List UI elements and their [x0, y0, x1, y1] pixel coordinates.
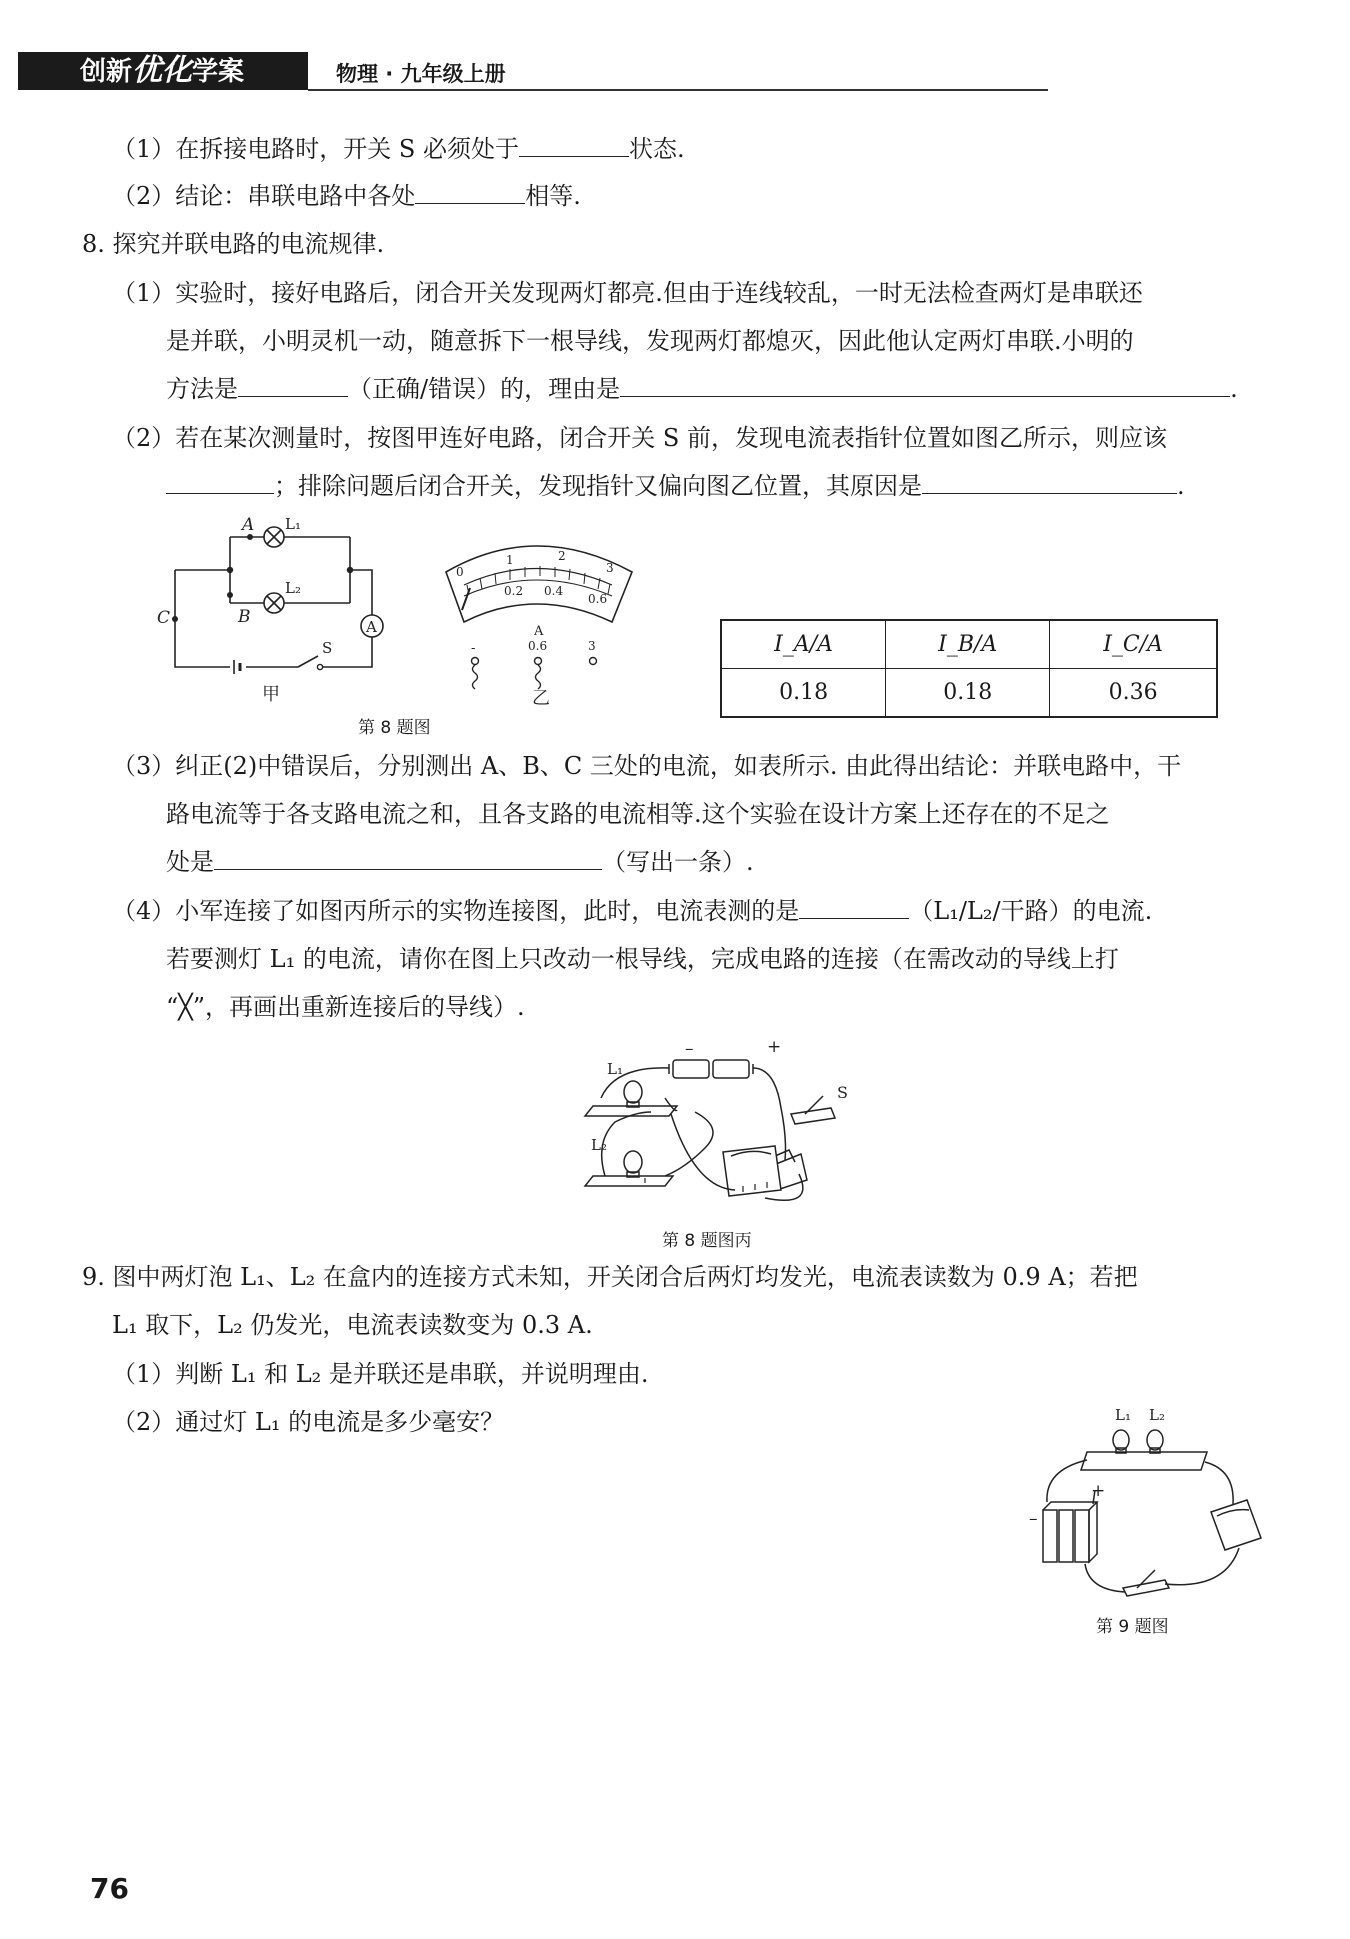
value-IA: 0.18 — [721, 669, 886, 718]
tick-0.4: 0.4 — [544, 584, 564, 598]
answer-blank[interactable] — [166, 471, 274, 494]
terminal-0.6: 0.6 — [528, 639, 548, 653]
terminal-3: 3 — [588, 639, 596, 653]
q8-p2-l2-b: . — [1177, 472, 1185, 500]
q8-p4-line3: “╳”，再画出重新连接后的导线）. — [166, 993, 525, 1021]
q8-p1-line3 — [166, 374, 1238, 404]
label-L2: L₂ — [591, 1136, 607, 1154]
figure-caption-8: 第 8 题图 — [358, 718, 431, 738]
brand-text: 创新 — [80, 57, 133, 87]
tick-0: 0 — [456, 565, 464, 579]
header-IB: I_B/A — [886, 620, 1050, 669]
q8-p2-line2 — [166, 471, 1185, 501]
answer-blank[interactable] — [415, 181, 525, 204]
brand-banner — [18, 52, 308, 90]
ammeter-dial-yi — [440, 530, 640, 710]
q8-p2-l2-a: ；排除问题后闭合开关，发现指针又偏向图乙位置，其原因是 — [274, 472, 922, 500]
label-B: B — [238, 607, 251, 627]
tick-1: 1 — [506, 553, 514, 567]
label-C: C — [157, 608, 171, 628]
q9-part1: （1）判断 L₁ 和 L₂ 是并联还是串联，并说明理由. — [112, 1360, 649, 1388]
brand-tail: 学案 — [192, 57, 245, 87]
header-rule — [308, 89, 1048, 91]
q8-title: 8. 探究并联电路的电流规律. — [82, 230, 385, 258]
label-S: S — [322, 639, 333, 657]
answer-blank[interactable] — [620, 374, 1230, 397]
q9-part2: （2）通过灯 L₁ 的电流是多少毫安？ — [112, 1408, 505, 1436]
q8-p1-line2: 是并联，小明灵机一动，随意拆下一根导线，发现两灯都熄灭，因此他认定两灯串联.小明的 — [166, 327, 1134, 355]
q8-p1-l3-b: （正确/错误）的，理由是 — [348, 375, 621, 403]
q8-p1-line1: （1）实验时，接好电路后，闭合开关发现两灯都亮.但由于连线较乱，一时无法检查两灯是串联还 — [112, 279, 1143, 307]
answer-blank[interactable] — [214, 847, 602, 870]
answer-blank[interactable] — [238, 374, 348, 397]
label-L2: L₂ — [1149, 1406, 1165, 1424]
terminal-minus: - — [471, 641, 476, 656]
battery-plus: + — [1091, 1481, 1106, 1501]
value-IC: 0.36 — [1050, 669, 1217, 718]
book-title: 物理 · 九年级上册 — [336, 62, 506, 86]
battery-minus: – — [1029, 1509, 1038, 1529]
tick-3: 3 — [606, 561, 614, 575]
q8-p3-line3 — [166, 847, 754, 877]
q8-p3-l3-a: 处是 — [166, 848, 214, 876]
q8-p4-l1-b: （L₁/L₂/干路）的电流. — [909, 897, 1153, 925]
q8-p3-line1: （3）纠正(2)中错误后，分别测出 A、B、C 三处的电流，如表所示. 由此得出结论：并联电路中，干 — [112, 752, 1182, 780]
label-L2: L₂ — [285, 579, 301, 597]
ammeter-symbol: A — [366, 618, 377, 636]
battery-minus: – — [685, 1039, 694, 1059]
header-IC: I_C/A — [1050, 620, 1217, 669]
tick-0.2: 0.2 — [504, 584, 524, 598]
q7-p2-tail: 相等. — [525, 182, 581, 210]
wiring-diagram-bing — [575, 1038, 855, 1218]
figure-caption-9: 第 9 题图 — [1096, 1617, 1169, 1637]
q7-p2-text: （2）结论：串联电路中各处 — [112, 182, 416, 210]
q7-part2 — [112, 181, 581, 211]
wiring-diagram-9 — [1025, 1400, 1285, 1600]
q9-line2: L₁ 取下，L₂ 仍发光，电流表读数变为 0.3 A. — [112, 1311, 593, 1339]
tick-2: 2 — [558, 549, 566, 563]
table-row — [721, 669, 1217, 718]
label-L1: L₁ — [607, 1060, 623, 1078]
label-L1: L₁ — [285, 515, 301, 533]
answer-blank[interactable] — [519, 134, 629, 157]
q8-p1-l3-c: . — [1230, 375, 1238, 403]
q8-p2-line1: （2）若在某次测量时，按图甲连好电路，闭合开关 S 前，发现电流表指针位置如图乙所示，则应该 — [112, 424, 1167, 452]
answer-blank[interactable] — [922, 471, 1177, 494]
page-number: 76 — [90, 1872, 129, 1905]
q9-line1: 9. 图中两灯泡 L₁、L₂ 在盒内的连接方式未知，开关闭合后两灯均发光，电流表读数为 0.9 A；若把 — [82, 1263, 1138, 1291]
label-A: A — [242, 515, 255, 535]
figure-label-yi: 乙 — [532, 688, 550, 709]
answer-blank[interactable] — [799, 896, 909, 919]
q7-p1-text: （1）在拆接电路时，开关 S 必须处于 — [112, 135, 519, 163]
brand-accent: 优化 — [132, 53, 193, 88]
label-S: S — [837, 1083, 848, 1102]
q7-p1-tail: 状态. — [628, 135, 685, 163]
page-header — [18, 52, 1028, 92]
table-header-row — [721, 620, 1217, 669]
q8-p4-line1 — [112, 896, 1152, 926]
q8-p4-line2: 若要测灯 L₁ 的电流，请你在图上只改动一根导线，完成电路的连接（在需改动的导线上打 — [166, 945, 1119, 973]
battery-plus: + — [767, 1038, 782, 1057]
q8-p3-l3-b: （写出一条）. — [602, 848, 754, 876]
q8-p3-line2: 路电流等于各支路电流之和，且各支路的电流相等.这个实验在设计方案上还存在的不足之 — [166, 800, 1110, 828]
q8-p4-l1-a: （4）小军连接了如图丙所示的实物连接图，此时，电流表测的是 — [112, 897, 800, 925]
circuit-diagram-jia — [150, 515, 400, 710]
figure-caption-8-bing: 第 8 题图丙 — [662, 1231, 752, 1251]
label-L1: L₁ — [1115, 1406, 1131, 1424]
q8-p1-l3-a: 方法是 — [166, 375, 238, 403]
value-IB: 0.18 — [886, 669, 1050, 718]
current-table — [720, 619, 1218, 718]
tick-0.6: 0.6 — [588, 592, 608, 606]
terminal-label: A — [534, 624, 544, 639]
q7-part1 — [112, 134, 685, 164]
header-IA: I_A/A — [721, 620, 886, 669]
figure-label-jia: 甲 — [262, 684, 280, 705]
